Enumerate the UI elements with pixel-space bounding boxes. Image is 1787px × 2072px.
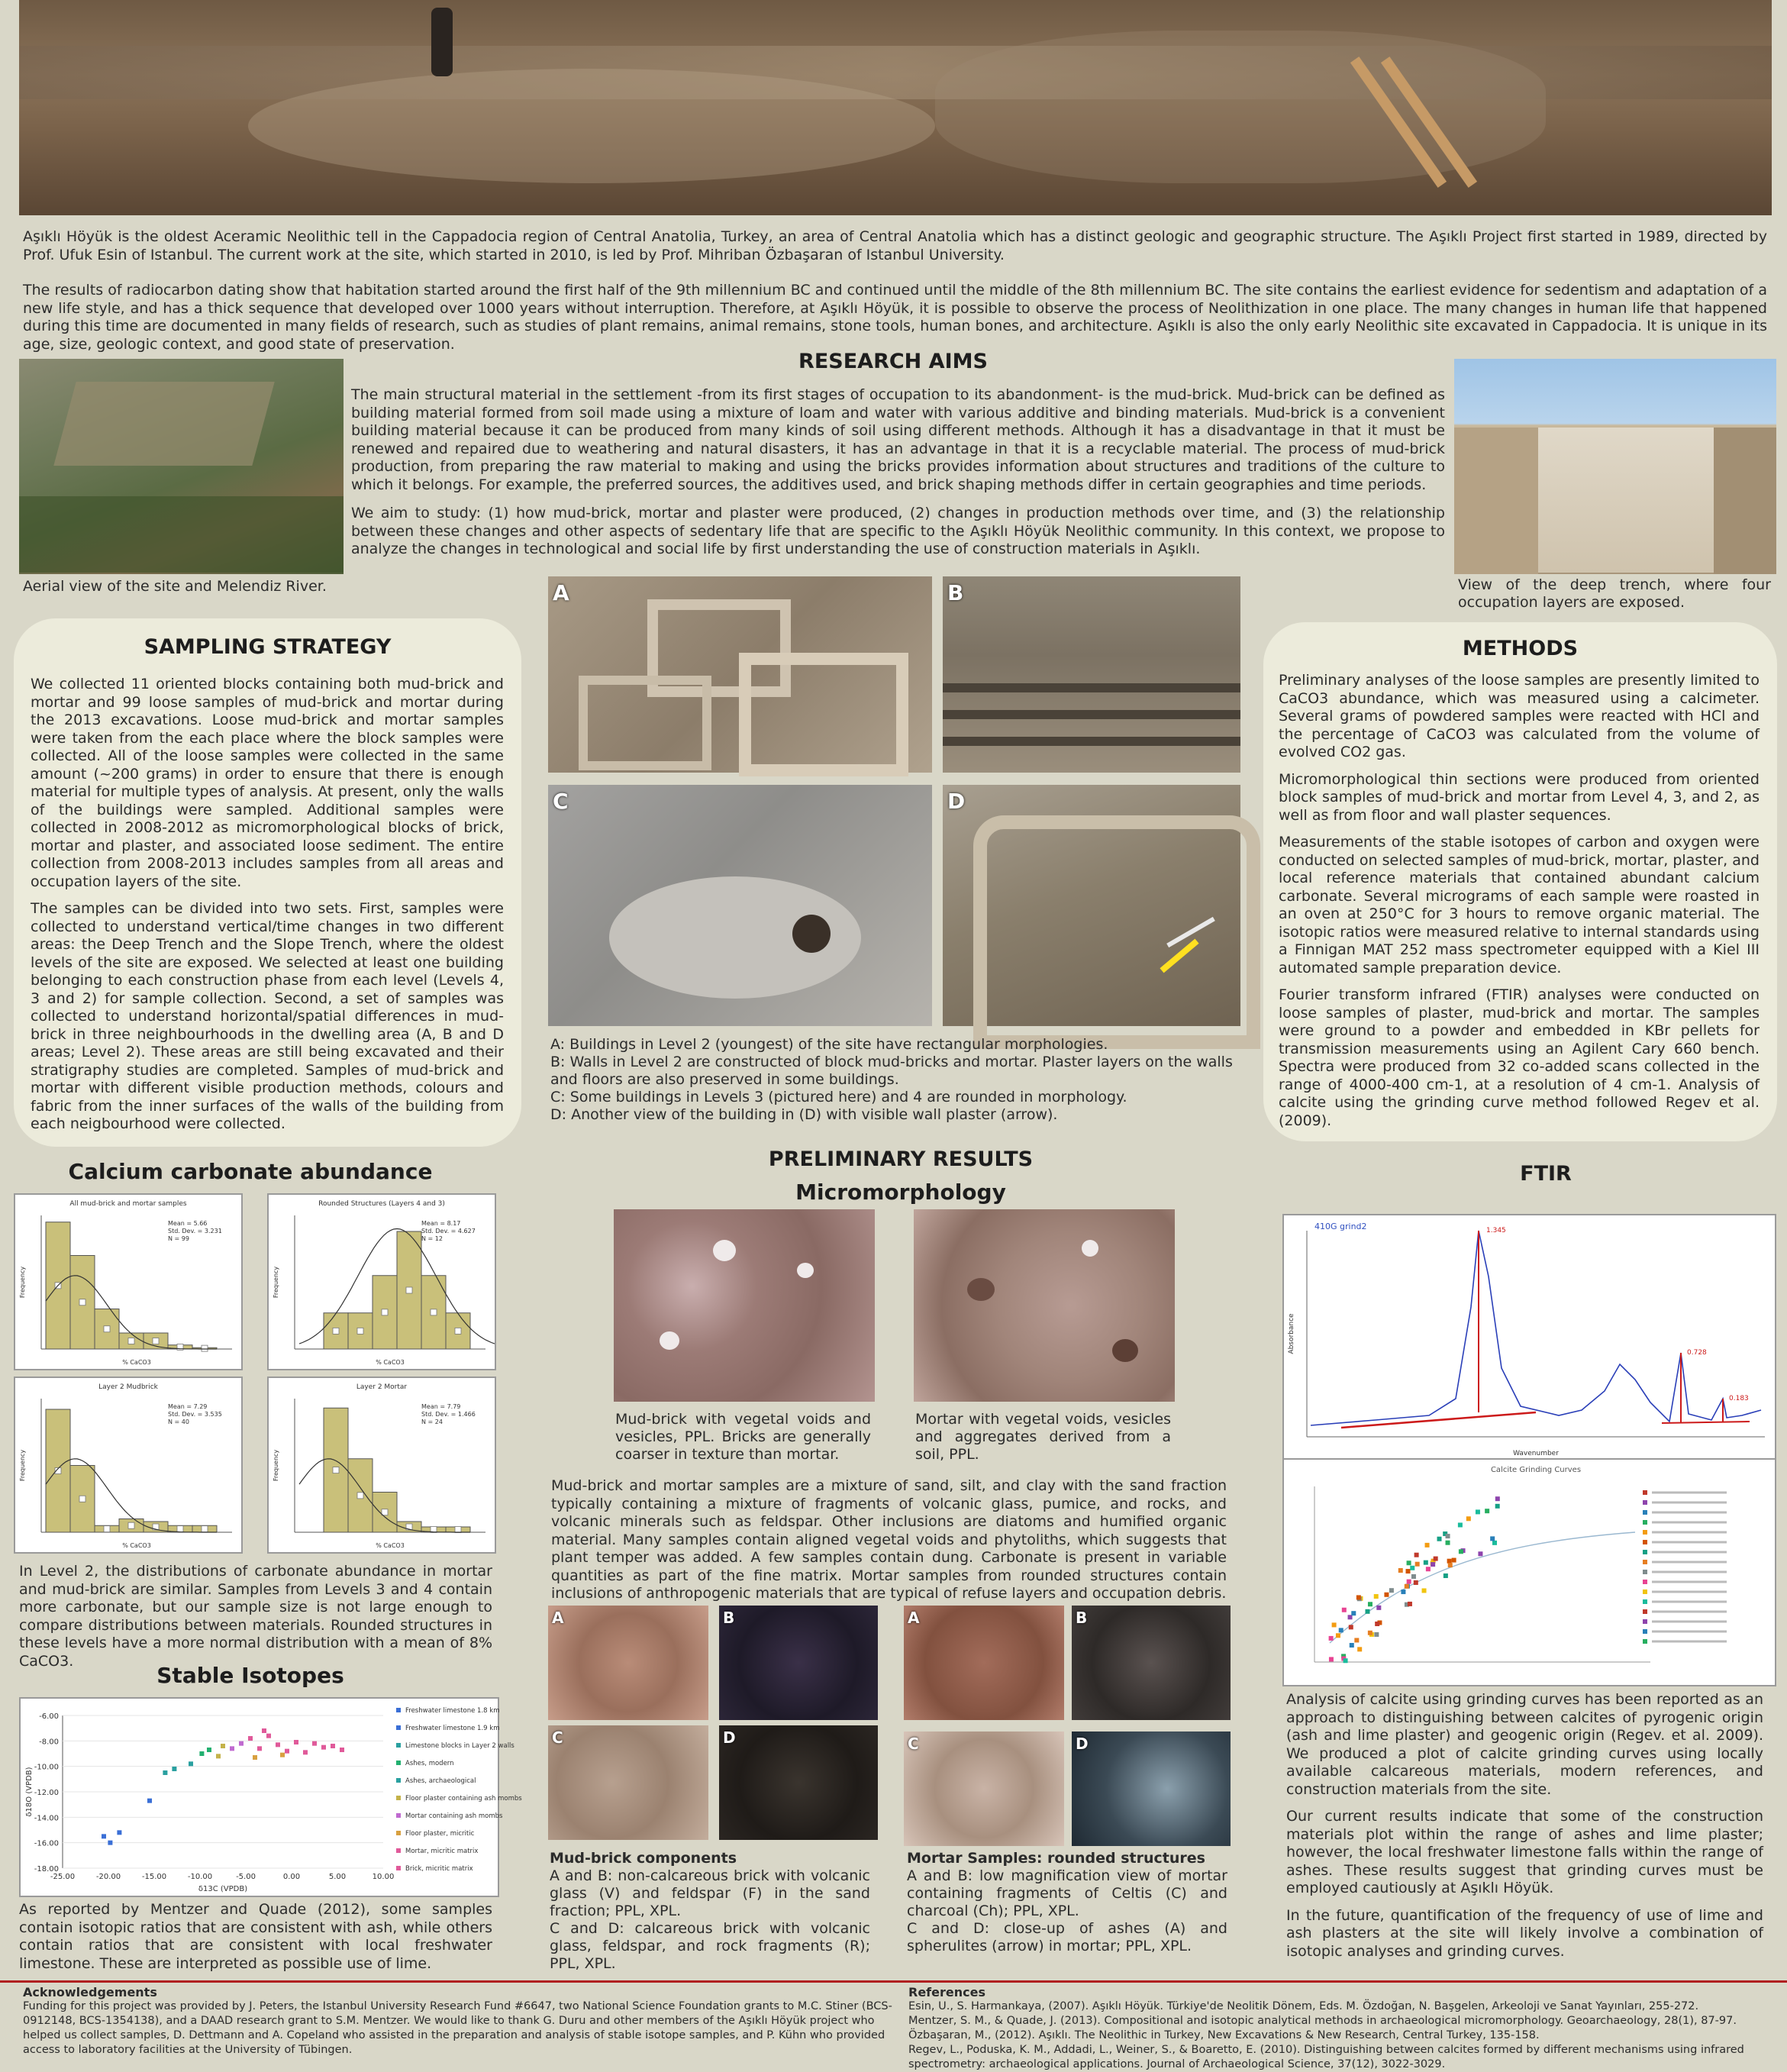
isotope-point — [285, 1749, 289, 1754]
ref-item: Özbaşaran, M., (2012). Aşıklı. The Neolithic in Turkey, New Excavations & New Research, Central Turkey, 135-158. — [908, 2029, 1540, 2041]
sampling-title: SAMPLING STRATEGY — [144, 635, 392, 659]
grinding-point — [1448, 1563, 1453, 1567]
grinding-point — [1339, 1628, 1343, 1632]
caption-b: B: Walls in Level 2 are constructed of block mud-bricks and mortar. Plaster layers on the walls and floors are also preserved in some buildings. — [550, 1054, 1233, 1088]
isotope-point — [147, 1799, 152, 1803]
legend-marker — [1643, 1599, 1647, 1604]
micro-mudbrick-caption: Mud-brick with vegetal voids and vesicles, PPL. Bricks are generally coarser in texture than mortar. — [615, 1411, 871, 1463]
peak-value: 0.728 — [1687, 1349, 1707, 1357]
x-tick-label: 0.00 — [282, 1873, 301, 1881]
histogram-title: All mud-brick and mortar samples — [69, 1200, 187, 1208]
histogram-svg — [269, 1195, 495, 1369]
ftir-spectrum — [1282, 1214, 1776, 1460]
grinding-point — [1401, 1590, 1405, 1594]
peak-value: 1.345 — [1486, 1227, 1506, 1234]
mb-label-c: C — [552, 1728, 563, 1747]
legend-marker — [396, 1813, 401, 1818]
methods-p1: Preliminary analyses of the loose samples are presently limited to CaCO3 abundance, which was measured using a calcimeter. Several grams of powdered samples were reacted with HCl and the percentage of CaCO3 was calculated from the volume of evolved CO2 gas. — [1279, 672, 1760, 760]
histogram-stats: Mean = 5.66 — [168, 1220, 208, 1227]
grinding-point — [1351, 1611, 1356, 1615]
grinding-point — [1495, 1504, 1500, 1509]
grinding-point — [1354, 1638, 1359, 1642]
histogram-svg — [15, 1378, 241, 1552]
x-tick-label: -25.00 — [50, 1873, 76, 1881]
caption-c: C: Some buildings in Levels 3 (pictured here) and 4 are rounded in morphology. — [550, 1089, 1127, 1105]
isotope-point — [340, 1748, 344, 1752]
legend-marker — [1643, 1520, 1647, 1525]
mortar-micro-c — [904, 1732, 1064, 1846]
grinding-point — [1485, 1509, 1489, 1513]
grinding-curve-chart — [1282, 1458, 1776, 1686]
bar-marker — [357, 1493, 363, 1499]
grinding-point — [1389, 1588, 1394, 1593]
prelim-text: Mud-brick and mortar samples are a mixture of sand, silt, and clay with the sand fraction typically containing a mixture of fragments of volcanic glass, pumice, and rocks, and volcanic minerals such as feldspar. Other inclusions are diatoms and humified organic material. Many samples contain aligned vegetal voids and phytoliths, which suggests that plant temper was added. A few samples contain dung. Carbonate is present in variable quantities as part of the fine matrix. Mortar samples from rounded structures contain inclusions of anthropogenic materials that are typical of refuse layers and occupation debris. — [551, 1477, 1227, 1602]
histogram-stats: N = 12 — [421, 1235, 443, 1242]
legend-marker — [1643, 1619, 1647, 1624]
bar-marker — [455, 1527, 461, 1533]
isotope-point — [321, 1745, 326, 1750]
aerial-photo — [19, 359, 344, 574]
grinding-point — [1356, 1595, 1361, 1599]
x-axis-label: % CaCO3 — [122, 1542, 151, 1549]
y-axis-label: Frequency — [273, 1266, 279, 1299]
grinding-point — [1466, 1516, 1471, 1521]
legend-marker — [1643, 1500, 1647, 1505]
footer-divider — [0, 1980, 1787, 1983]
isotope-point — [102, 1834, 106, 1838]
legend-marker — [1643, 1580, 1647, 1584]
grinding-point — [1365, 1609, 1369, 1614]
bar-marker — [455, 1328, 461, 1334]
grinding-svg — [1284, 1460, 1775, 1685]
bar-marker — [202, 1345, 208, 1351]
methods-text — [1279, 672, 1760, 1139]
calcium-histogram — [267, 1193, 496, 1370]
bar-marker — [153, 1338, 159, 1344]
x-axis-label: % CaCO3 — [376, 1542, 405, 1549]
mortar-micro-b — [1072, 1606, 1231, 1720]
bar-marker — [333, 1328, 339, 1334]
legend-marker — [396, 1831, 401, 1835]
isotope-point — [331, 1744, 335, 1748]
histogram-stats: Mean = 8.17 — [421, 1220, 461, 1227]
isotope-point — [280, 1753, 285, 1757]
calcium-text: In Level 2, the distributions of carbonate abundance in mortar and mud-brick are similar. Samples from Levels 3 and 4 contain more carbonate, but our sample size is not large enough to compare distributions between materials. Rounded structures in these levels have a more normal distribution with a mean of 8% CaCO3. — [19, 1563, 492, 1670]
legend-marker — [1643, 1560, 1647, 1564]
grinding-point — [1408, 1602, 1412, 1606]
grinding-point — [1336, 1633, 1340, 1638]
isotope-point — [262, 1728, 266, 1733]
grinding-point — [1422, 1588, 1427, 1593]
grinding-point — [1492, 1541, 1497, 1545]
x-tick-label: -5.00 — [236, 1873, 256, 1881]
research-aims-title: RESEARCH AIMS — [798, 350, 988, 373]
x-tick-label: 10.00 — [372, 1873, 395, 1881]
legend-marker — [1643, 1490, 1647, 1495]
y-tick-label: -8.00 — [39, 1738, 59, 1747]
isotope-point — [294, 1740, 298, 1744]
legend-marker — [396, 1708, 401, 1712]
mo-label-d: D — [1076, 1735, 1089, 1753]
grinding-point — [1437, 1537, 1442, 1541]
legend-marker — [1643, 1629, 1647, 1634]
legend-entry: Floor plaster containing ash mombs — [405, 1795, 522, 1803]
x-tick-label: -20.00 — [95, 1873, 121, 1881]
legend-entry: Ashes, modern — [405, 1760, 454, 1767]
grinding-point — [1425, 1543, 1430, 1548]
isotope-point — [216, 1754, 221, 1758]
grinding-point — [1434, 1557, 1438, 1561]
acknowledgements — [23, 1985, 908, 2057]
ref-item: Mentzer, S. M., & Quade, J. (2013). Compositional and isotopic analytical methods in archaeological micromorphology. Geoarchaeology, 28(1), 87-97. — [908, 2015, 1737, 2027]
isotope-point — [276, 1742, 280, 1747]
grinding-point — [1452, 1558, 1456, 1563]
x-axis-label: % CaCO3 — [376, 1359, 405, 1366]
histogram-stats: Std. Dev. = 3.535 — [168, 1411, 222, 1418]
x-axis-label: δ13C (VPDB) — [198, 1885, 248, 1893]
legend-marker — [396, 1725, 401, 1730]
grinding-point — [1414, 1553, 1419, 1557]
histogram-stats: N = 24 — [421, 1418, 443, 1425]
ref-item: Regev, L., Poduska, K. M., Addadi, L., Weiner, S., & Boaretto, E. (2010). Distinguishing between calcites formed by different mechanisms using infrared spectrometry: archaeological applications. Journal of Archaeological Science, 37(12), 3022-3029. — [908, 2044, 1744, 2070]
ftir-p3: In the future, quantification of the frequency of use of lime and ash plasters at the site will likely involve a combination of isotopic analyses and grinding curves. — [1286, 1906, 1763, 1960]
site-photo-c — [548, 785, 932, 1026]
trench-caption: View of the deep trench, where four occupation layers are exposed. — [1458, 576, 1771, 611]
mb-label-d: D — [723, 1728, 736, 1747]
grinding-point — [1495, 1496, 1500, 1501]
site-photo-a — [548, 576, 932, 773]
isotope-point — [163, 1770, 167, 1775]
legend-marker — [396, 1866, 401, 1870]
grinding-point — [1424, 1560, 1428, 1565]
ftir-p1: Analysis of calcite using grinding curves has been reported as an approach to distinguishing between calcites of pyrogenic origin (ash and lime plaster) and geogenic origin (Regev. et al. 2009). We produced a plot of calcite grinding curves using locally available calcareous materials, modern references, and construction materials from the site. — [1286, 1691, 1763, 1798]
grinding-point — [1415, 1562, 1420, 1567]
bar-marker — [79, 1496, 85, 1502]
mudbrick-micro-c — [548, 1725, 708, 1840]
micro-mortar-caption: Mortar with vegetal voids, vesicles and aggregates derived from a soil, PPL. — [915, 1411, 1171, 1463]
grinding-point — [1343, 1658, 1348, 1663]
photo-label-b: B — [947, 580, 964, 605]
y-tick-label: -14.00 — [34, 1814, 59, 1823]
histogram-stats: N = 99 — [168, 1235, 189, 1242]
bar-marker — [406, 1287, 412, 1293]
legend-marker — [396, 1796, 401, 1800]
calcium-histogram — [267, 1376, 496, 1554]
isotopes-text: As reported by Mentzer and Quade (2012), some samples contain isotopic ratios that are consistent with ash, while others contain ratios that are consistent with local freshwater limestone. These are interpreted as possible use of lime. — [19, 1901, 492, 1972]
legend-entry: Freshwater limestone 1.8 km — [405, 1707, 500, 1715]
peak-value: 0.183 — [1729, 1395, 1749, 1402]
histogram-stats: Std. Dev. = 3.231 — [168, 1228, 222, 1234]
mudbrick-micro-d — [719, 1725, 878, 1840]
legend-marker — [1643, 1570, 1647, 1574]
isotope-point — [221, 1744, 225, 1748]
grinding-point — [1407, 1580, 1411, 1584]
bar-marker — [382, 1309, 388, 1315]
grinding-point — [1405, 1584, 1409, 1589]
bar-marker — [202, 1526, 208, 1532]
isotope-point — [117, 1830, 121, 1835]
legend-entry: Limestone blocks in Layer 2 walls — [405, 1742, 514, 1750]
mudbrick-components — [550, 1850, 870, 1973]
legend-marker — [396, 1778, 401, 1783]
histogram-stats: Std. Dev. = 1.466 — [421, 1411, 476, 1418]
bar-marker — [104, 1526, 110, 1532]
legend-marker — [1643, 1540, 1647, 1544]
bar-marker — [357, 1328, 363, 1334]
legend-entry: Mortar, micritic matrix — [405, 1848, 479, 1855]
bar-marker — [431, 1309, 437, 1315]
legend-marker — [1643, 1590, 1647, 1594]
spectrum-label: 410G grind2 — [1314, 1222, 1367, 1231]
mudbrick-components-text: A and B: non-calcareous brick with volcanic glass (V) and feldspar (F) in the sand fraction; PPL, XPL. C and D: calcareous brick with volcanic glass, feldspar, and rock fragments (R); PPL, XPL. — [550, 1867, 870, 1972]
isotope-point — [108, 1841, 112, 1845]
ack-text: Funding for this project was provided by J. Peters, the Istanbul University Research Fund #6647, two National Science Foundation grants to M.C. Stiner (BCS-0912148, BCS-1354138), and a DAAD research grant to S.M. Mentzer. We would like to thank G. Duru and other members of the Aşıklı Höyük project who helped us collect samples, D. Dettmann and A. Copeland who assisted in the preparation and analysis of stable isotope samples, and P. Kühn who provided access to laboratory facilities at the University of Tübingen. — [23, 2000, 892, 2056]
x-tick-label: -15.00 — [141, 1873, 167, 1881]
mudbrick-components-title: Mud-brick components — [550, 1850, 737, 1867]
isotope-point — [312, 1741, 317, 1746]
legend-marker — [1643, 1639, 1647, 1644]
sampling-p2: The samples can be divided into two sets. First, samples were collected to understand vertical/time changes in two different areas: the Deep Trench and the Slope Trench, where the oldest levels of the site are exposed. We selected at least one building belonging to each construction phase from each level (Levels 4, 3 and 2) for sample collection. Second, a set of samples was collected to understand horizontal/spatial differences in mud-brick in three neighbourhoods in the dwelling area (A, B and D areas; Level 2). These areas are still being excavated and their stratigraphy studies are completed. Samples of mud-brick and mortar with different visible production methods, colours and fabric from the inner surfaces of the walls of the building from each neigbourhood were collected. — [31, 900, 504, 1132]
isotope-point — [207, 1748, 211, 1752]
grinding-point — [1368, 1631, 1373, 1635]
mortar-samples-text: A and B: low magnification view of mortar containing fragments of Celtis (C) and charcoal (Ch); PPL, XPL. C and D: close-up of ashes (A) and spherulites (arrow) in mortar; PPL, XPL. — [907, 1867, 1227, 1954]
histogram-stats: Mean = 7.29 — [168, 1403, 208, 1410]
grinding-point — [1478, 1551, 1482, 1556]
trench-photo — [1454, 359, 1776, 574]
isotope-point — [266, 1734, 271, 1738]
legend-entry: Mortar containing ash mombs — [405, 1812, 503, 1820]
legend-marker — [1643, 1609, 1647, 1614]
y-axis-label: Absorbance — [1288, 1313, 1295, 1354]
spectrum-line — [1311, 1231, 1761, 1425]
legend-marker — [396, 1761, 401, 1765]
photo-label-a: A — [553, 580, 569, 605]
grinding-point — [1459, 1549, 1463, 1554]
grinding-point — [1426, 1567, 1431, 1571]
calcium-histogram — [14, 1376, 243, 1554]
prelim-subtitle: Micromorphology — [795, 1180, 1006, 1205]
ref-item: Esin, U., S. Harmankaya, (2007). Aşıklı Höyük. Türkiye'de Neolitik Dönem, Eds. M. Özdoğan, N. Başgelen, Arkeoloji ve Sanat Yayınları, 255-272. — [908, 2000, 1699, 2012]
grinding-point — [1357, 1647, 1362, 1651]
grinding-point — [1368, 1602, 1373, 1606]
refs-title: References — [908, 1985, 985, 1999]
isotopes-title: Stable Isotopes — [156, 1663, 344, 1688]
x-axis-label: Wavenumber — [1513, 1450, 1559, 1457]
caption-a: A: Buildings in Level 2 (youngest) of the site have rectangular morphologies. — [550, 1036, 1108, 1053]
mo-label-c: C — [908, 1735, 919, 1753]
legend-marker — [396, 1848, 401, 1853]
grinding-title: Calcite Grinding Curves — [1490, 1466, 1582, 1474]
legend-marker — [1643, 1550, 1647, 1554]
grinding-point — [1410, 1566, 1414, 1570]
legend-entry: Ashes, archaeological — [405, 1777, 476, 1785]
isotope-chart — [19, 1697, 522, 1897]
sampling-text — [31, 676, 504, 1143]
grinding-point — [1332, 1622, 1337, 1627]
ftir-title: FTIR — [1520, 1162, 1572, 1186]
y-tick-label: -10.00 — [34, 1763, 59, 1772]
isotope-point — [248, 1736, 253, 1741]
isotope-point — [253, 1755, 257, 1760]
histogram-stats: Std. Dev. = 4.627 — [421, 1228, 476, 1234]
isotope-svg — [21, 1699, 522, 1896]
site-photo-b — [943, 576, 1240, 773]
grinding-point — [1342, 1608, 1347, 1612]
histogram-title: Layer 2 Mortar — [356, 1383, 408, 1391]
baseline — [1662, 1422, 1750, 1423]
site-photos-caption — [550, 1036, 1260, 1124]
grinding-point — [1446, 1541, 1450, 1545]
mb-label-a: A — [552, 1609, 564, 1627]
grinding-point — [1446, 1534, 1450, 1538]
legend-entry: Brick, micritic matrix — [405, 1865, 473, 1873]
ftir-p2: Our current results indicate that some of the construction materials plot within the range of ashes and lime plaster; however, the local freshwater limestone falls within the range of ashes. These results suggest that grinding curves must be employed cautiously at Aşıklı Höyük. — [1286, 1808, 1763, 1896]
grinding-point — [1329, 1657, 1334, 1661]
grinding-point — [1398, 1568, 1403, 1573]
research-aims-p2: We aim to study: (1) how mud-brick, mortar and plaster were produced, (2) changes in production methods over time, and (3) the relationship between these changes and other aspects of sedentary life that are specific to the Aşıklı Höyük Neolithic community. In this context, we propose to analyze the changes in technological and social life by first understanding the use of construction materials in Aşıklı. — [351, 505, 1445, 557]
x-axis-label: % CaCO3 — [122, 1359, 151, 1366]
isotope-point — [230, 1746, 234, 1751]
grinding-point — [1447, 1559, 1452, 1564]
site-photo-d — [943, 785, 1240, 1026]
isotope-point — [303, 1750, 308, 1754]
grinding-point — [1349, 1625, 1353, 1629]
mortar-micro-d — [1072, 1732, 1231, 1846]
mb-label-b: B — [723, 1609, 735, 1627]
histogram-stats: Mean = 7.79 — [421, 1403, 461, 1410]
grinding-point — [1490, 1536, 1495, 1541]
intro-p1: Aşıklı Höyük is the oldest Aceramic Neolithic tell in the Cappadocia region of Central Anatolia, Turkey, an area of Central Anatolia which has a distinct geologic and geographic structure. The Aşıklı Project first started in 1989, directed by Prof. Ufuk Esin of Istanbul. The current work at the site, which started in 2010, is led by Prof. Mihriban Özbaşaran of Istanbul University. — [23, 228, 1767, 263]
legend-entry: Floor plaster, micritic — [405, 1830, 475, 1838]
bar-marker — [104, 1326, 110, 1332]
x-tick-label: -10.00 — [187, 1873, 213, 1881]
y-axis-label: Frequency — [19, 1449, 26, 1482]
methods-p4: Fourier transform infrared (FTIR) analyses were conducted on loose samples of plaster, mud-brick and mortar. The samples were ground to a powder and embedded in KBr pellets for transmission measurements using an Agilent Cary 660 bench. Spectra were produced from 32 co-added scans collected in the range of 4000-400 cm-1, at a resolution of 4 cm-1. Analysis of calcite using the grinding curve method followed Regev et al. (2009). — [1279, 986, 1760, 1129]
bar-marker — [128, 1522, 134, 1528]
y-axis-label: Frequency — [273, 1449, 279, 1482]
y-tick-label: -16.00 — [34, 1839, 59, 1848]
research-aims-p1: The main structural material in the settlement -from its first stages of occupation to its abandonment- is the mud-brick. Mud-brick can be defined as building material formed from soil made using a mixture of loam and water with various additive and binding materials. Mud-brick is a convenient building material because it can be produced from many kinds of soil using different methods. Although it has a disadvantage in that it must be renewed and repaired due to weathering and natural disasters, it has an advantage in that it is a recyclable material. The process of mud-brick production, from preparing the raw material to making and using the bricks provides information about structures and traditions of the culture to which it belongs. For example, the preferred sources, the additives used, and brick shaping methods differ in certain geographies and time periods. — [351, 386, 1445, 493]
isotope-point — [172, 1767, 176, 1771]
grinding-point — [1384, 1593, 1389, 1597]
grinding-point — [1374, 1594, 1379, 1599]
mortar-samples-title: Mortar Samples: rounded structures — [907, 1850, 1205, 1867]
methods-p2: Micromorphological thin sections were produced from oriented block samples of mud-brick and mortar from Level 4, 3, and 2, as well as from floor and wall plaster sequences. — [1279, 770, 1760, 824]
isotope-point — [199, 1751, 204, 1756]
y-axis-label: Frequency — [19, 1266, 26, 1299]
grinding-point — [1375, 1622, 1379, 1626]
y-axis-label: δ18O (VPDB) — [25, 1767, 34, 1817]
grinding-point — [1414, 1580, 1418, 1585]
grinding-point — [1458, 1522, 1463, 1527]
grinding-point — [1329, 1636, 1334, 1641]
ftir-text — [1286, 1691, 1763, 1970]
legend-marker — [396, 1743, 401, 1748]
micro-mudbrick-photo — [614, 1209, 875, 1402]
micro-mortar-photo — [914, 1209, 1175, 1402]
methods-p3: Measurements of the stable isotopes of carbon and oxygen were conducted on selected samples of mud-brick, mortar, plaster, and local reference materials that contained abundant calcium carbonate. Several micrograms of each sample were roasted in an oven at 250°C for 3 hours to remove organic material. The isotopic ratios were measured relative to internal standards using a Finnigan MAT 252 mass spectrometer equipped with a Kiel III automated sample preparation device. — [1279, 834, 1760, 976]
isotope-point — [239, 1741, 244, 1746]
grinding-point — [1406, 1569, 1411, 1573]
grinding-point — [1431, 1562, 1435, 1567]
bar-marker — [128, 1338, 134, 1344]
grinding-point — [1411, 1574, 1416, 1579]
y-tick-label: -18.00 — [34, 1865, 59, 1874]
histogram-svg — [15, 1195, 241, 1369]
grinding-point — [1350, 1643, 1354, 1648]
intro-text — [23, 228, 1767, 363]
mortar-samples — [907, 1850, 1227, 1955]
research-aims-text — [351, 386, 1445, 568]
bar-marker — [79, 1299, 85, 1305]
histogram-title: Layer 2 Mudbrick — [98, 1383, 158, 1391]
legend-marker — [1643, 1510, 1647, 1515]
legend-marker — [1643, 1530, 1647, 1535]
aerial-caption: Aerial view of the site and Melendiz River. — [23, 578, 327, 595]
mudbrick-micro-a — [548, 1606, 708, 1720]
mudbrick-micro-b — [719, 1606, 878, 1720]
grinding-point — [1374, 1632, 1379, 1637]
grinding-point — [1348, 1615, 1353, 1619]
grinding-point — [1476, 1509, 1480, 1514]
bar-marker — [333, 1467, 339, 1473]
histogram-svg — [269, 1378, 495, 1552]
caption-d: D: Another view of the building in (D) with visible wall plaster (arrow). — [550, 1106, 1058, 1123]
ftir-svg — [1284, 1215, 1775, 1458]
isotope-point — [189, 1761, 193, 1766]
calcium-title: Calcium carbonate abundance — [68, 1159, 433, 1184]
y-tick-label: -6.00 — [39, 1712, 59, 1721]
ack-title: Acknowledgements — [23, 1985, 157, 1999]
x-tick-label: 5.00 — [328, 1873, 347, 1881]
histogram-stats: N = 40 — [168, 1418, 189, 1425]
legend-entry: Freshwater limestone 1.9 km — [405, 1725, 500, 1732]
site-banner-photo — [19, 0, 1772, 215]
histogram-title: Rounded Structures (Layers 4 and 3) — [318, 1200, 445, 1208]
photo-label-d: D — [947, 789, 966, 814]
y-tick-label: -12.00 — [34, 1789, 59, 1797]
bar-marker — [177, 1526, 183, 1532]
intro-p2: The results of radiocarbon dating show that habitation started around the first half of the 9th millennium BC and continued until the middle of the 8th millennium BC. The site contains the earliest evidence for sedentism and adaptation of a new life style, and has a thick sequence that developed over 1000 years without interruption. Therefore, at Aşıklı Höyük, it is possible to observe the process of Neolithization in one place. The many changes in human life that happened during this time are documented in many fields of research, such as studies of plant remains, animal remains, stone tools, human bones, and architecture. Aşıklı is also the only early Neolithic site excavated in Cappadocia. It is unique in its age, size, geologic context, and good state of preservation. — [23, 282, 1767, 353]
calcium-histogram — [14, 1193, 243, 1370]
sampling-p1: We collected 11 oriented blocks containing both mud-brick and mortar and 99 loose samples of mud-brick and mortar during the 2013 excavations. Loose mud-brick and mortar samples were taken from the each place where the block samples were collected. All of the loose samples were collected in the same amount (~200 grams) in order to ensure that there is enough material for multiple types of analysis. At present, only the walls of the buildings were sampled. Additional samples were collected in 2008-2012 as micromorphological blocks of brick, mortar and plaster, and associated loose sediment. The entire collection from 2008-2013 includes samples from all areas and occupation layers of the site. — [31, 676, 504, 890]
prelim-title: PRELIMINARY RESULTS — [768, 1147, 1034, 1171]
isotope-point — [257, 1746, 262, 1751]
grinding-point — [1407, 1560, 1411, 1565]
mo-label-a: A — [908, 1609, 920, 1627]
grinding-point — [1443, 1573, 1448, 1578]
mo-label-b: B — [1076, 1609, 1088, 1627]
references — [908, 1985, 1779, 2072]
grinding-point — [1376, 1606, 1381, 1610]
methods-title: METHODS — [1462, 637, 1579, 660]
trend-curve — [1330, 1532, 1635, 1643]
photo-label-c: C — [553, 789, 569, 814]
mortar-micro-a — [904, 1606, 1064, 1720]
